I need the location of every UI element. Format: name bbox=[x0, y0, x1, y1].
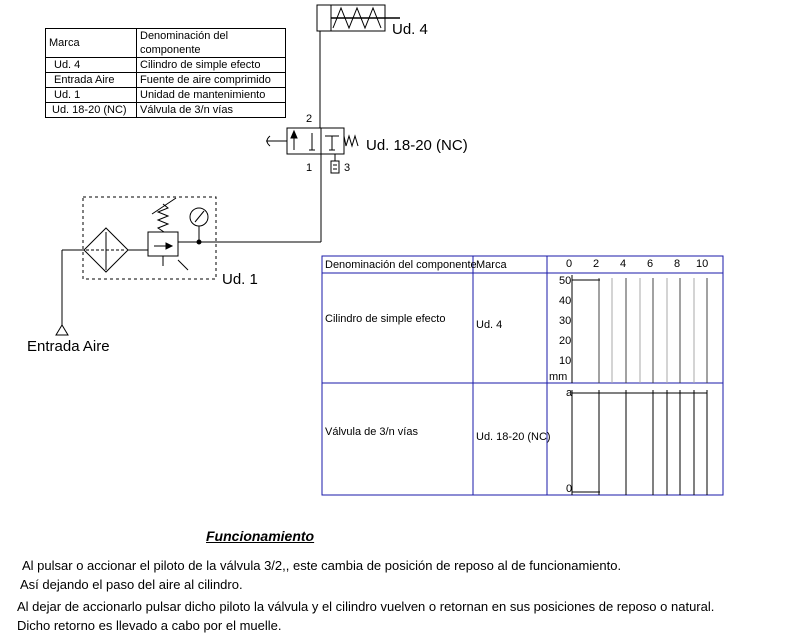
timing-header-name: Denominación del componente bbox=[325, 259, 477, 271]
step-tick: 6 bbox=[647, 258, 654, 270]
funcionamiento-paragraph: Dicho retorno es llevado a cabo por el muelle. bbox=[17, 618, 282, 633]
timing-grid bbox=[322, 256, 723, 495]
timing-row-mark-cylinder: Ud. 4 bbox=[476, 319, 503, 331]
unit-label: Ud. 1 bbox=[222, 271, 258, 288]
y-tick: 30 bbox=[559, 315, 572, 327]
legend-cell-mark: Ud. 4 bbox=[46, 58, 137, 73]
y-tick: 50 bbox=[559, 275, 572, 287]
legend-cell-name: Válvula de 3/n vías bbox=[137, 103, 286, 118]
legend-header-name: Denominación del componente bbox=[137, 29, 286, 58]
port-2-label: 2 bbox=[306, 113, 313, 125]
legend-cell-name: Cilindro de simple efecto bbox=[137, 58, 286, 73]
timing-row-name-cylinder: Cilindro de simple efecto bbox=[325, 313, 446, 325]
funcionamiento-paragraph: Así dejando el paso del aire al cilindro. bbox=[20, 577, 243, 592]
valve-state-a: a bbox=[566, 387, 573, 399]
timing-row-mark-valve: Ud. 18-20 (NC) bbox=[476, 431, 551, 443]
step-tick: 8 bbox=[674, 258, 681, 270]
step-tick: 0 bbox=[566, 258, 573, 270]
step-tick: 10 bbox=[696, 258, 709, 270]
valve-label: Ud. 18-20 (NC) bbox=[366, 137, 468, 154]
y-tick: 40 bbox=[559, 295, 572, 307]
step-gridlines-valve bbox=[572, 390, 707, 495]
y-tick: 10 bbox=[559, 355, 572, 367]
legend-cell-name: Fuente de aire comprimido bbox=[137, 73, 286, 88]
step-tick: 4 bbox=[620, 258, 627, 270]
step-tick: 2 bbox=[593, 258, 600, 270]
legend-cell-mark: Entrada Aire bbox=[46, 73, 137, 88]
timing-header-mark: Marca bbox=[476, 259, 507, 271]
port-1-label: 1 bbox=[306, 162, 313, 174]
valve-state-0: 0 bbox=[566, 483, 573, 495]
port-3-label: 3 bbox=[344, 162, 351, 174]
legend-header-mark: Marca bbox=[46, 29, 137, 58]
cylinder-label: Ud. 4 bbox=[392, 21, 428, 38]
legend-cell-name: Unidad de mantenimiento bbox=[137, 88, 286, 103]
air-source-label: Entrada Aire bbox=[27, 338, 110, 355]
legend-cell-mark: Ud. 1 bbox=[46, 88, 137, 103]
timing-row-name-valve: Válvula de 3/n vías bbox=[325, 426, 418, 438]
funcionamiento-paragraph: Al pulsar o accionar el piloto de la válvula 3/2,, este cambia de posición de reposo al de funcionamiento. bbox=[22, 558, 622, 573]
y-unit: mm bbox=[549, 371, 568, 383]
legend-cell-mark: Ud. 18-20 (NC) bbox=[46, 103, 137, 118]
y-tick: 20 bbox=[559, 335, 572, 347]
step-gridlines-cylinder bbox=[572, 275, 707, 383]
funcionamiento-paragraph: Al dejar de accionarlo pulsar dicho piloto la válvula y el cilindro vuelven o retornan en sus posiciones de reposo o natural. bbox=[17, 599, 715, 614]
funcionamiento-title: Funcionamiento bbox=[206, 528, 315, 544]
